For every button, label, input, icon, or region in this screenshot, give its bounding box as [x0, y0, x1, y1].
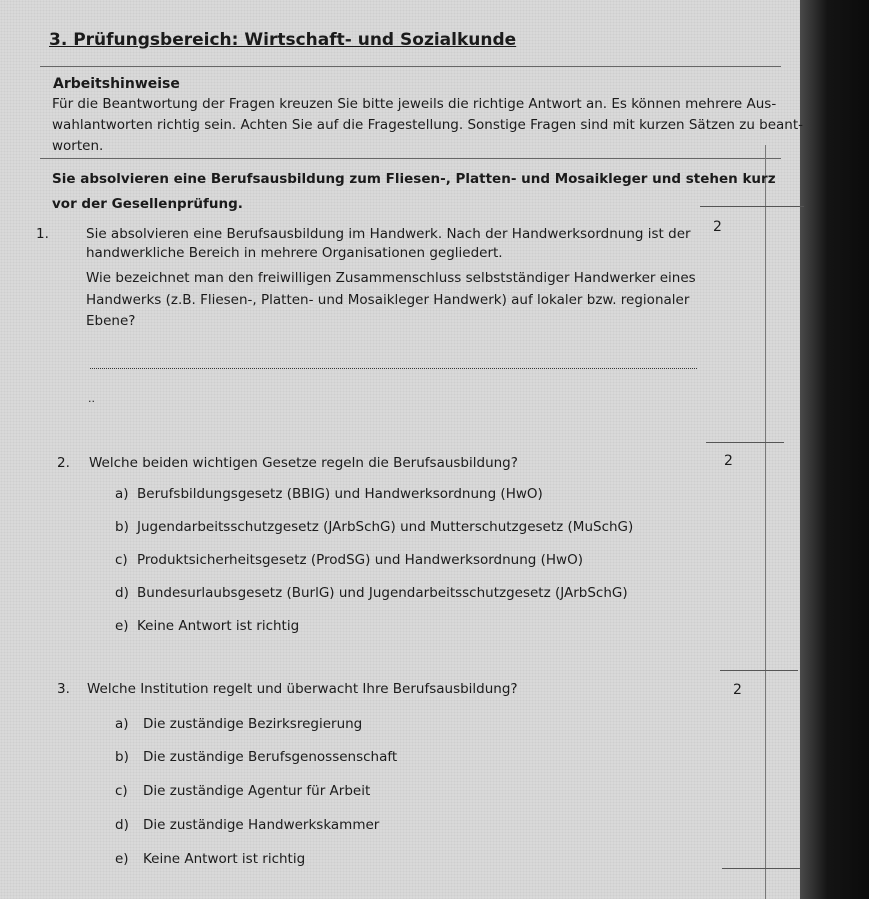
q2-option-b-letter: b)	[115, 519, 129, 535]
q2-option-c[interactable]: Produktsicherheitsgesetz (ProdSG) und Handwerksordnung (HwO)	[137, 552, 583, 568]
q3-option-a-letter: a)	[115, 716, 129, 732]
q1-points: 2	[713, 219, 722, 235]
q3-option-d[interactable]: Die zuständige Handwerkskammer	[143, 817, 380, 833]
q2-option-a[interactable]: Berufsbildungsgesetz (BBIG) und Handwerksordnung (HwO)	[137, 486, 543, 502]
intro-line-1: Sie absolvieren eine Berufsausbildung zum Fliesen-, Platten- und Mosaikleger und stehen kurz	[52, 171, 776, 187]
points-column-line	[765, 145, 766, 899]
q1-line-1: Sie absolvieren eine Berufsausbildung im Handwerk. Nach der Handwerksordnung ist der	[86, 226, 691, 242]
q2-option-c-letter: c)	[115, 552, 128, 568]
q3-points-rule	[720, 670, 798, 671]
q2-option-d-letter: d)	[115, 585, 129, 601]
hints-line-3: worten.	[52, 138, 104, 154]
q3-question: Welche Institution regelt und überwacht Ihre Berufsausbildung?	[87, 681, 518, 697]
q2-option-d[interactable]: Bundesurlaubsgesetz (BurlG) und Jugendarbeitsschutzgesetz (JArbSchG)	[137, 585, 628, 601]
q3-option-b[interactable]: Die zuständige Berufsgenossenschaft	[143, 749, 398, 765]
q3-bottom-rule	[722, 868, 800, 869]
q1-answer-line[interactable]	[90, 368, 697, 369]
q1-line-5: Ebene?	[86, 313, 136, 329]
q2-number: 2.	[57, 455, 70, 471]
hints-line-1: Für die Beantwortung der Fragen kreuzen Sie bitte jeweils die richtige Antwort an. Es können mehrere Aus-	[52, 96, 777, 112]
hints-bottom-rule	[40, 158, 781, 159]
q2-option-e[interactable]: Keine Antwort ist richtig	[137, 618, 300, 634]
q3-points: 2	[733, 682, 742, 698]
q3-number: 3.	[57, 681, 70, 697]
q1-points-rule	[700, 206, 804, 207]
q2-option-e-letter: e)	[115, 618, 129, 634]
hints-title: Arbeitshinweise	[53, 76, 180, 92]
q1-number: 1.	[36, 226, 49, 242]
q1-line-4: Handwerks (z.B. Fliesen-, Platten- und Mosaikleger Handwerk) auf lokaler bzw. regionaler	[86, 292, 690, 308]
q2-option-b[interactable]: Jugendarbeitsschutzgesetz (JArbSchG) und Mutterschutzgesetz (MuSchG)	[137, 519, 634, 535]
q3-option-d-letter: d)	[115, 817, 129, 833]
hints-line-2: wahlantworten richtig sein. Achten Sie auf die Fragestellung. Sonstige Fragen sind mit kurzen Sätzen zu beant-	[52, 117, 804, 133]
q2-points-rule	[706, 442, 784, 443]
q3-option-c-letter: c)	[115, 783, 128, 799]
q3-option-b-letter: b)	[115, 749, 129, 765]
page-edge-shadow	[800, 0, 869, 899]
hints-top-rule	[40, 66, 781, 67]
q3-option-e[interactable]: Keine Antwort ist richtig	[143, 851, 306, 867]
q2-question: Welche beiden wichtigen Gesetze regeln die Berufsausbildung?	[89, 455, 518, 471]
q3-option-e-letter: e)	[115, 851, 129, 867]
q1-answer-dots: ..	[88, 392, 95, 405]
q3-option-c[interactable]: Die zuständige Agentur für Arbeit	[143, 783, 371, 799]
q3-option-a[interactable]: Die zuständige Bezirksregierung	[143, 716, 363, 732]
section-title: 3. Prüfungsbereich: Wirtschaft- und Sozialkunde	[49, 30, 517, 50]
q2-option-a-letter: a)	[115, 486, 129, 502]
intro-line-2: vor der Gesellenprüfung.	[52, 196, 243, 212]
q1-line-2: handwerkliche Bereich in mehrere Organisationen gegliedert.	[86, 245, 503, 261]
q1-line-3: Wie bezeichnet man den freiwilligen Zusammenschluss selbstständiger Handwerker eines	[86, 270, 696, 286]
q2-points: 2	[724, 453, 733, 469]
